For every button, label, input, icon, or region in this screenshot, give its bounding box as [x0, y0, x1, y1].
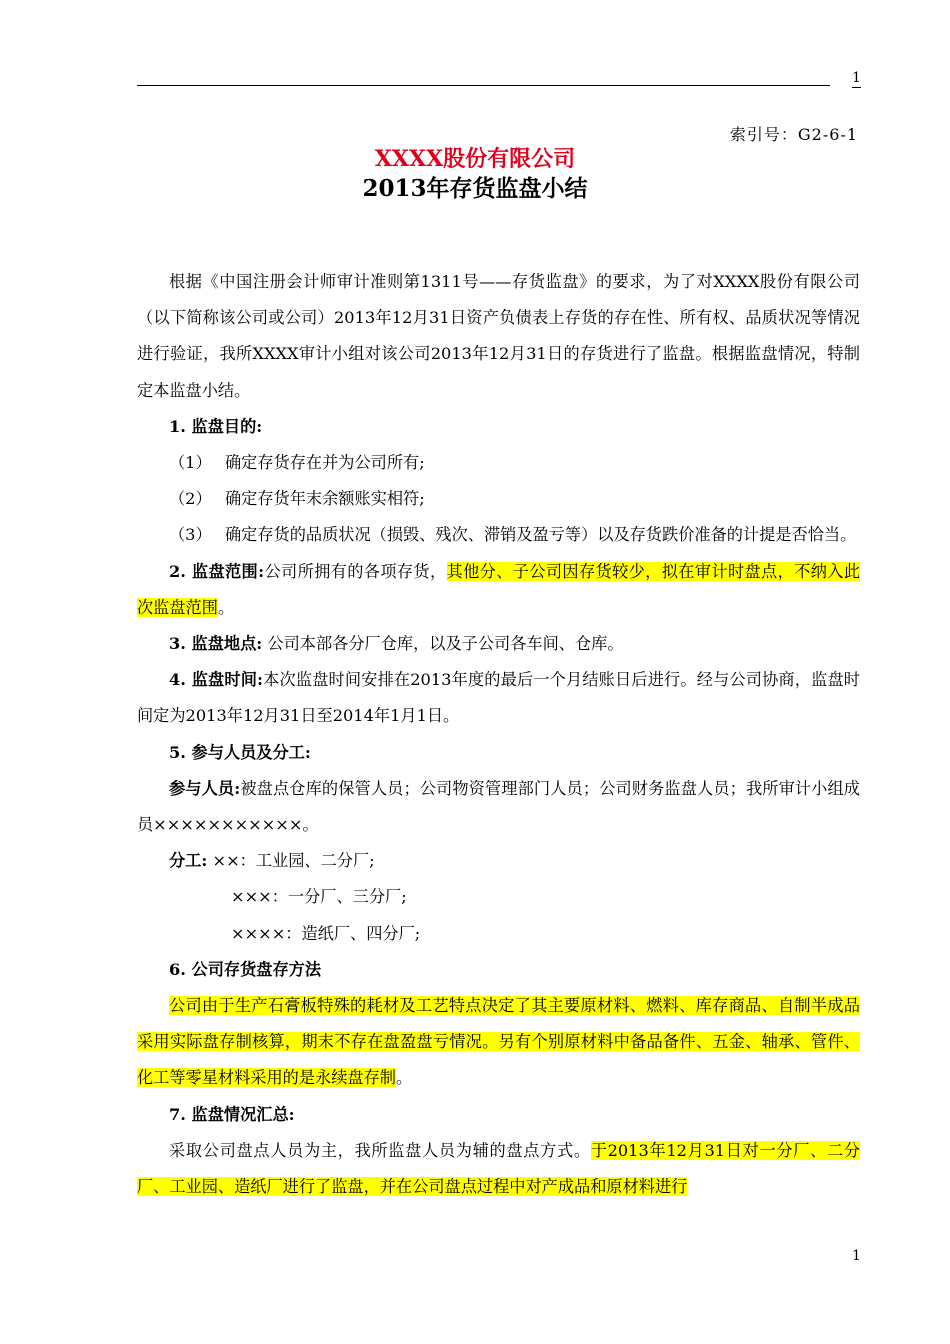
list-item-text: 确定存货年末余额账实相符; — [225, 489, 425, 509]
section-3-label: 3. 监盘地点: — [169, 634, 263, 654]
section-7-paragraph — [137, 1133, 860, 1205]
section-4 — [137, 662, 860, 734]
section-7-heading: 7. 监盘情况汇总: — [169, 1104, 295, 1124]
list-item-number: （1） — [169, 453, 212, 473]
section-5-heading: 5. 参与人员及分工: — [169, 742, 311, 762]
division-label: 分工: — [169, 851, 208, 871]
section-2-highlight: 其他分、子公司因存货较少，拟在审计时盘点，不纳入此次监盘范围 — [137, 561, 861, 617]
division-entry: ×××：一分厂、三分厂; — [231, 887, 407, 907]
section-6-heading: 6. 公司存货盘存方法 — [169, 959, 322, 979]
section-4-label: 4. 监盘时间: — [169, 670, 264, 690]
list-item-number: （2） — [169, 489, 212, 509]
index-reference: 索引号：G2-6-1 — [729, 125, 858, 144]
list-item — [137, 481, 860, 517]
section-7-text: 采取公司盘点人员为主，我所监盘人员为辅的盘点方式。 — [169, 1140, 591, 1160]
section-7-highlight: 于2013年12月31日对一分厂、二分厂、工业园、造纸厂进行了监盘，并在公司盘点过程中对产成品和原材料进行 — [137, 1140, 860, 1197]
list-item-number: （3） — [169, 525, 212, 545]
document-title: 2013年存货监盘小结 — [362, 175, 588, 202]
section-3 — [137, 626, 860, 662]
section-2-tail: 。 — [217, 597, 235, 617]
header-page-number: 1 — [852, 70, 861, 86]
section-1-heading: 1. 监盘目的: — [169, 416, 263, 436]
intro-paragraph: 根据《中国注册会计师审计准则第1311号——存货监盘》的要求，为了对XXXX股份有限公司（以下简称该公司或公司）2013年12月31日资产负债表上存货的存在性、所有权、品质状况等情况进行验证，我所XXXX审计小组对该公司2013年12月31日的存货进行了监盘。根据监盘情况，特制定本监盘小结。 — [137, 272, 860, 400]
footer-page-number: 1 — [852, 1248, 861, 1264]
participants-label: 参与人员: — [169, 778, 241, 798]
header-rule — [137, 85, 830, 86]
participants-text: 被盘点仓库的保管人员；公司物资管理部门人员；公司财务监盘人员；我所审计小组成员×××××××××××。 — [137, 778, 860, 835]
participants — [137, 771, 860, 843]
section-6-highlight: 公司由于生产石膏板特殊的耗材及工艺特点决定了其主要原材料、燃料、库存商品、自制半成品采用实际盘存制核算，期末不存在盘盈盘亏情况。另有个别原材料中备品备件、五金、轴承、管件、化工等零星材料采用的是永续盘存制 — [137, 996, 860, 1088]
section-2-label: 2. 监盘范围: — [169, 561, 265, 581]
section-6-paragraph — [137, 988, 860, 1097]
list-item-text: 确定存货的品质状况（损毁、残次、滞销及盈亏等）以及存货跌价准备的计提是否恰当。 — [225, 525, 857, 545]
section-6-tail: 。 — [396, 1068, 413, 1088]
list-item — [137, 517, 860, 553]
section-4-text: 本次监盘时间安排在2013年度的最后一个月结账日后进行。经与公司协商，监盘时间定为2013年12月31日至2014年1月1日。 — [137, 670, 860, 726]
section-2 — [137, 554, 860, 626]
division-entry: ××：工业园、二分厂; — [212, 851, 375, 871]
list-item-text: 确定存货存在并为公司所有; — [225, 453, 425, 473]
division-entry: ××××：造纸厂、四分厂; — [231, 923, 421, 943]
list-item — [137, 445, 860, 481]
section-2-text: 公司所拥有的各项存货， — [264, 561, 447, 581]
company-title: XXXX股份有限公司 — [374, 146, 576, 172]
document-body — [137, 264, 860, 1205]
section-3-text: 公司本部各分厂仓库，以及子公司各车间、仓库。 — [262, 634, 624, 654]
division-line — [137, 843, 860, 879]
